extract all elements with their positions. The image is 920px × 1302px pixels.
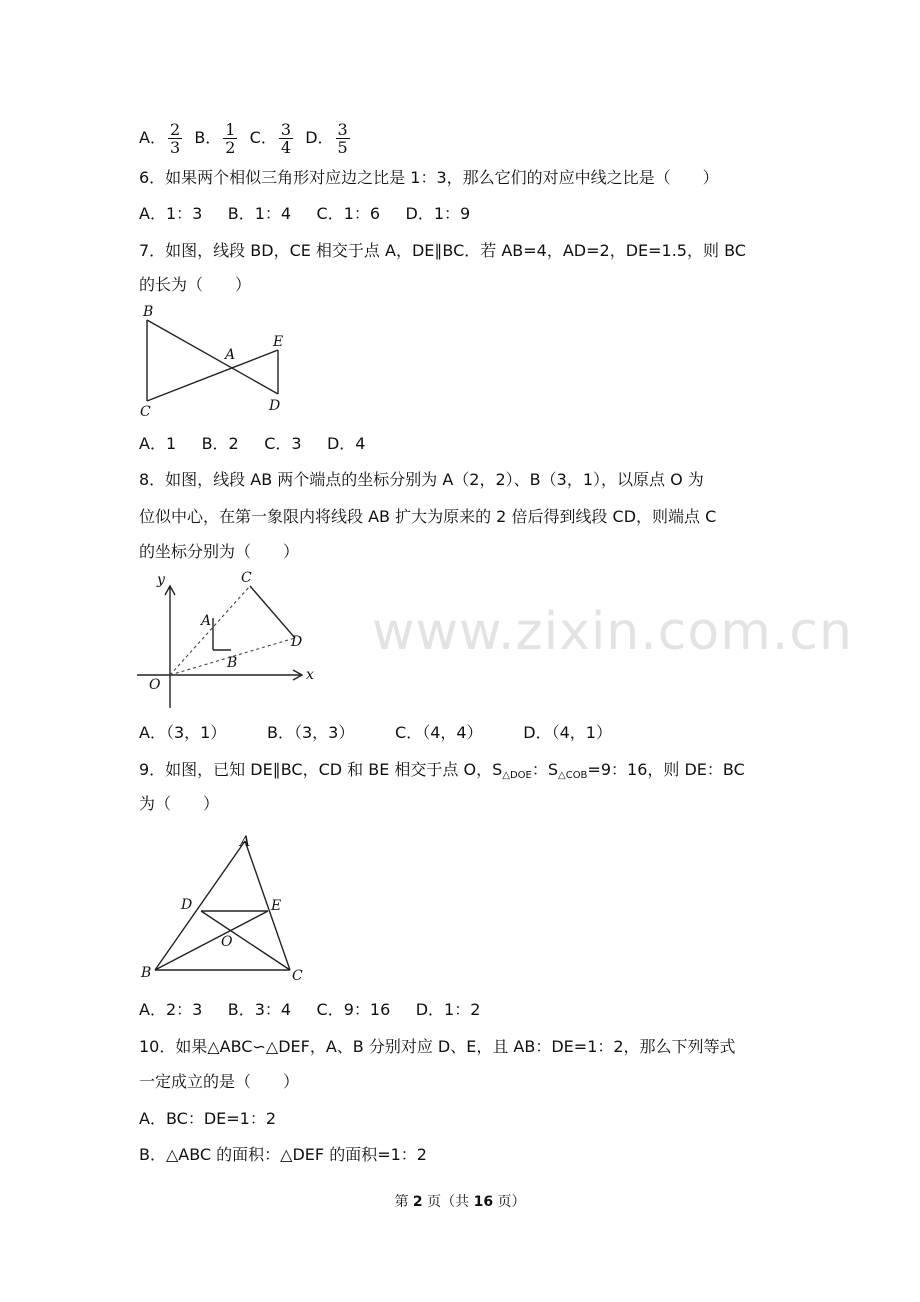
fraction: $\frac{3}{4}$ <box>280 120 292 157</box>
q9-label-e: E <box>271 898 282 914</box>
q8-label-y: y <box>157 572 165 588</box>
q10-option-a: A．BC：DE=1：2 <box>139 1109 277 1128</box>
q8-option-a: A．（3，1） <box>139 723 227 742</box>
q8-option-b: B．（3，3） <box>267 723 355 742</box>
q9-option-d: D．1：2 <box>415 1000 481 1019</box>
q8-label-d: D <box>291 634 303 650</box>
q7-label-a: A <box>225 347 236 363</box>
q7-label-e: E <box>273 334 284 350</box>
q8-question-line3: 的坐标分别为（ ） <box>139 542 300 561</box>
q7-label-c: C <box>140 404 151 420</box>
q8-question-line1: 8．如图，线段 AB 两个端点的坐标分别为 A（2，2）、B（3，1），以原点 O 为 <box>139 470 704 489</box>
q8-label-a: A <box>201 613 212 629</box>
watermark: www.zixin.com.cn <box>372 602 853 662</box>
q9-segment-ac <box>245 841 290 970</box>
q8-label-x: x <box>306 667 314 683</box>
q6-options <box>139 202 470 226</box>
q7-label-d: D <box>269 398 281 414</box>
page-total: 16 <box>473 1194 494 1210</box>
q9-label-b: B <box>141 965 152 981</box>
q9-label-a: A <box>240 834 251 850</box>
q7-option-a: A．1 <box>139 434 177 453</box>
fraction: $\frac{2}{3}$ <box>169 120 181 157</box>
q6-option-a: A．1：3 <box>139 204 203 223</box>
q5-option-c: C． $\frac{3}{4}$ <box>249 120 292 157</box>
q9-segment-cd <box>201 911 290 970</box>
q6-option-c: C．1：6 <box>316 204 381 223</box>
page-number: 2 <box>412 1194 423 1210</box>
q9-question-line1: 9．如图，已知 DE∥BC，CD 和 BE 相交于点 O，$S_{\triangle DOE}$：$S_{\triangle COB}=9$：16，则 DE：BC <box>139 760 745 781</box>
q10-option-b: B．△ABC 的面积：△DEF 的面积=1：2 <box>139 1145 427 1164</box>
q9-option-c: C．9：16 <box>316 1000 391 1019</box>
q7-option-c: C．3 <box>264 434 302 453</box>
q7-options <box>139 432 366 456</box>
q5-option-b: B． $\frac{1}{2}$ <box>194 120 236 157</box>
q7-label-b: B <box>143 304 154 320</box>
q7-question-line2: 的长为（ ） <box>139 275 252 294</box>
q9-options <box>139 998 480 1022</box>
q9-segment-be <box>155 911 268 970</box>
q5-options <box>139 118 352 158</box>
fraction: $\frac{3}{5}$ <box>337 120 348 157</box>
q8-label-c: C <box>241 570 252 586</box>
q8-segment-cd <box>250 586 295 638</box>
q9-subscript-cob: △COB <box>558 770 588 781</box>
q9-option-b: B．3：4 <box>227 1000 292 1019</box>
q8-ray-oc <box>170 586 250 675</box>
q6-question: 6．如果两个相似三角形对应边之比是 1：3，那么它们的对应中线之比是（ ） <box>139 168 719 187</box>
q8-figure <box>135 568 320 713</box>
q9-label-c: C <box>292 968 303 984</box>
q10-question-line1: 10．如果△ABC∽△DEF，A、B 分别对应 D、E，且 AB：DE=1：2，那么下列等式 <box>139 1037 736 1056</box>
q9-option-a: A．2：3 <box>139 1000 203 1019</box>
q8-option-c: C．（4，4） <box>395 723 483 742</box>
q8-options <box>139 721 612 745</box>
page-footer: 第 2 页（共 16 页） <box>394 1194 526 1210</box>
q9-label-d: D <box>181 897 193 913</box>
q9-label-o: O <box>221 934 233 950</box>
q5-option-d: D． $\frac{3}{5}$ <box>305 120 348 157</box>
q8-question-line2: 位似中心，在第一象限内将线段 AB 扩大为原来的 2 倍后得到线段 CD，则端点 C <box>139 507 717 526</box>
q7-option-d: D．4 <box>326 434 366 453</box>
q6-option-b: B．1：4 <box>227 204 292 223</box>
q10-question-line2: 一定成立的是（ ） <box>139 1072 300 1091</box>
q9-question-line2: 为（ ） <box>139 794 220 813</box>
q5-option-a: A． $\frac{2}{3}$ <box>139 120 181 157</box>
q8-option-d: D．（4，1） <box>523 723 612 742</box>
q9-figure <box>135 828 315 988</box>
q7-figure <box>135 303 295 421</box>
q6-option-d: D．1：9 <box>405 204 471 223</box>
q9-subscript-doe: △DOE <box>502 770 532 781</box>
q8-label-b: B <box>227 655 238 671</box>
fraction: $\frac{1}{2}$ <box>225 120 236 157</box>
q8-label-o: O <box>149 677 161 693</box>
q7-option-b: B．2 <box>201 434 239 453</box>
q7-question-line1: 7．如图，线段 BD，CE 相交于点 A，DE∥BC．若 AB=4，AD=2，DE=1.5，则 BC <box>139 241 746 260</box>
q9-segment-ab <box>155 841 245 970</box>
